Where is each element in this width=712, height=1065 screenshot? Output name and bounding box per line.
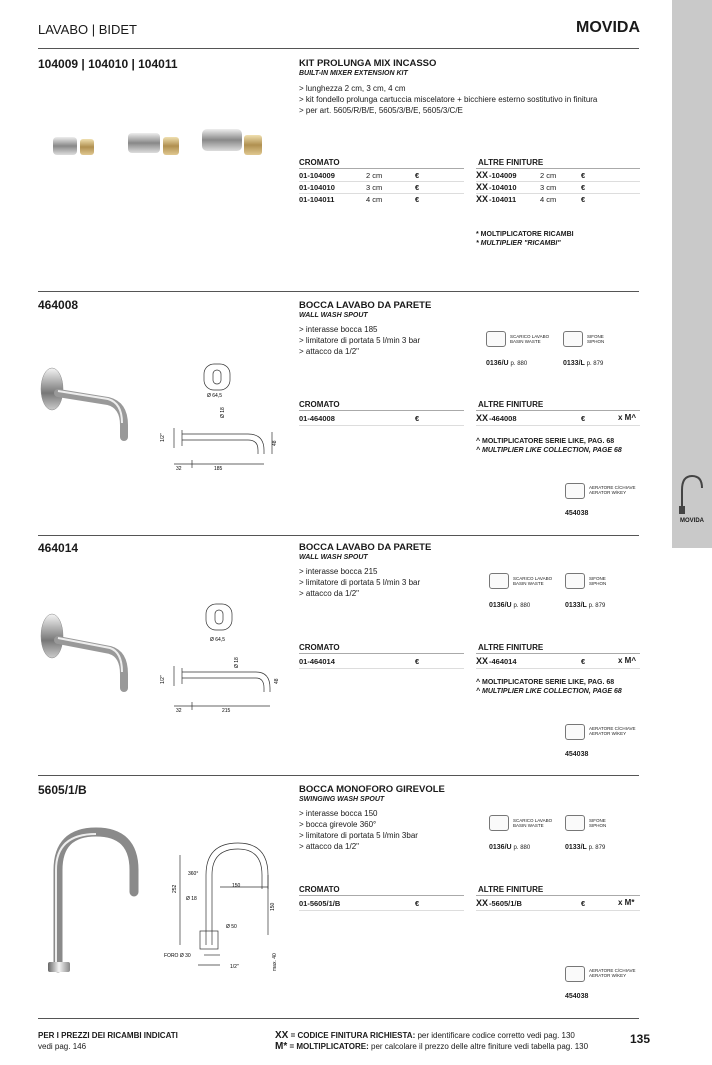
dim-label: 185 <box>214 466 223 472</box>
spec-item: > limitatore di portata 5 l/min 3 bar <box>299 578 421 587</box>
altre-finiture-header: ALTRE FINITURE <box>478 885 544 894</box>
dim-label: max. 40 <box>272 953 278 971</box>
dim-label: 32 <box>176 466 182 472</box>
basin-waste-icon <box>489 573 509 589</box>
divider <box>299 181 464 182</box>
dim-label: 360° <box>188 871 199 877</box>
spec-item: > bocca girevole 360° <box>299 820 377 829</box>
multiplier-note <box>476 437 622 455</box>
accessory-code[interactable]: 454038 <box>565 751 589 758</box>
divider <box>476 910 640 911</box>
product-title: BOCCA LAVABO DA PARETE <box>299 542 432 553</box>
accessory-code[interactable]: 0136/U p. 880 <box>489 844 531 851</box>
spec-item: > kit fondello prolunga cartuccia miscelatore + bicchiere esterno sostitutivo in finitura <box>299 95 598 104</box>
divider <box>476 668 640 669</box>
technical-drawing <box>160 600 280 715</box>
spec-item: > attacco da 1/2" <box>299 347 359 356</box>
divider <box>299 668 464 669</box>
price: € <box>581 657 586 666</box>
accessory-code[interactable]: 454038 <box>565 993 589 1000</box>
aerator-icon <box>565 724 585 740</box>
product-subtitle: BUILT-IN MIXER EXTENSION KIT <box>299 70 408 77</box>
length: 3 cm <box>366 183 383 192</box>
finish-code: XX <box>476 170 489 180</box>
article-code: 01-464008 <box>299 414 335 423</box>
article-code: -464014 <box>489 657 517 666</box>
siphon-icon <box>565 573 585 589</box>
basin-waste-icon <box>486 331 506 347</box>
dim-label: 252 <box>172 884 178 893</box>
spec-item: > interasse bocca 150 <box>299 809 378 818</box>
dim-label: Ø 18 <box>186 896 197 902</box>
dim-label: FORO Ø 30 <box>164 953 191 959</box>
article-code: 01-104010 <box>299 183 335 192</box>
article-code: 01-104009 <box>299 171 335 180</box>
multiplier-note-it: ^ MOLTIPLICATORE SERIE LIKE, PAG. 68 <box>476 438 615 445</box>
accessory-code[interactable]: 454038 <box>565 510 589 517</box>
product-specs <box>299 808 418 852</box>
divider <box>299 895 464 896</box>
price: € <box>415 171 420 180</box>
aerator-icon <box>565 966 585 982</box>
table-row <box>476 657 640 667</box>
article-code: -104010 <box>489 183 517 192</box>
table-row <box>476 195 640 205</box>
siphon-icon <box>565 815 585 831</box>
divider <box>299 425 464 426</box>
accessory-code[interactable]: 0136/U p. 880 <box>486 360 528 367</box>
price: € <box>581 195 586 204</box>
dim-label: 215 <box>222 708 231 714</box>
divider <box>476 895 640 896</box>
wall-spout-image <box>38 610 138 695</box>
spec-item: > lunghezza 2 cm, 3 cm, 4 cm <box>299 84 406 93</box>
length: 3 cm <box>540 183 557 192</box>
multiplier-note <box>476 678 622 696</box>
dim-label: 48 <box>274 678 280 684</box>
accessory-label: SIFONE SIPHON <box>589 576 607 586</box>
product-subtitle: SWINGING WASH SPOUT <box>299 796 385 803</box>
multiplier-note <box>476 230 574 248</box>
price: € <box>581 183 586 192</box>
basin-waste-icon <box>489 815 509 831</box>
accessory-label: SCARICO LAVABO BASIN WASTE <box>510 334 550 344</box>
siphon-icon <box>563 331 583 347</box>
header-divider <box>38 48 639 49</box>
dim-label: 48 <box>272 440 278 446</box>
multiplier: x M* <box>618 898 635 907</box>
accessory-label: SCARICO LAVABO BASIN WASTE <box>513 818 553 828</box>
spec-item: > interasse bocca 215 <box>299 567 378 576</box>
altre-finiture-header: ALTRE FINITURE <box>478 400 544 409</box>
multiplier-note-it: * MOLTIPLICATORE RICAMBI <box>476 231 574 238</box>
product-title: BOCCA MONOFORO GIREVOLE <box>299 784 445 795</box>
dim-label: 150 <box>232 883 241 889</box>
spec-item: > per art. 5605/R/B/E, 5605/3/B/E, 5605/3/C/E <box>299 106 463 115</box>
table-row <box>299 195 464 205</box>
section-divider <box>38 775 639 776</box>
product-code: 5605/1/B <box>38 783 87 797</box>
article-code: -104011 <box>489 195 517 204</box>
product-title: KIT PROLUNGA MIX INCASSO <box>299 58 437 69</box>
article-code: 01-104011 <box>299 195 335 204</box>
divider <box>476 168 640 169</box>
product-specs <box>299 324 420 357</box>
price: € <box>581 414 586 423</box>
length: 4 cm <box>366 195 383 204</box>
dim-label: Ø 64,5 <box>210 637 226 643</box>
footer-divider <box>38 1018 639 1019</box>
multiplier-note-en: ^ MULTIPLIER LIKE COLLECTION, PAGE 68 <box>476 688 622 695</box>
divider <box>476 425 640 426</box>
extension-kit-image <box>50 125 270 165</box>
finish-code: XX <box>476 656 489 666</box>
faucet-icon <box>676 470 706 515</box>
length: 2 cm <box>366 171 383 180</box>
spec-item: > limitatore di portata 5 l/min 3 bar <box>299 336 421 345</box>
spec-item: > attacco da 1/2" <box>299 842 359 851</box>
aerator-icon <box>565 483 585 499</box>
footer-spare-parts: PER I PREZZI DEI RICAMBI INDICATI vedi pag. 146 <box>38 1031 178 1051</box>
collection-title: MOVIDA <box>576 19 640 36</box>
finish-code: XX <box>476 413 489 423</box>
section-divider <box>38 291 639 292</box>
price: € <box>581 899 586 908</box>
divider <box>299 653 464 654</box>
table-row <box>299 657 464 667</box>
divider <box>299 410 464 411</box>
footer-legend <box>275 1030 588 1052</box>
product-specs <box>299 83 597 116</box>
finish-code: XX <box>476 182 489 192</box>
multiplier-note-en: * MULTIPLIER "RICAMBI" <box>476 240 561 247</box>
accessory-code[interactable]: 0133/L p. 879 <box>565 844 606 851</box>
table-row <box>299 414 464 424</box>
table-row <box>476 183 640 193</box>
table-row <box>299 171 464 181</box>
article-code: 01-5605/1/B <box>299 899 341 908</box>
cromato-header: CROMATO <box>299 158 340 167</box>
dim-label: 1/2" <box>230 964 239 970</box>
dim-label: 1/2" <box>160 433 166 442</box>
price: € <box>415 414 420 423</box>
section-title: LAVABO | BIDET <box>38 22 137 37</box>
spec-item: > attacco da 1/2" <box>299 589 359 598</box>
dim-label: Ø 50 <box>226 924 237 930</box>
product-code: 104009 | 104010 | 104011 <box>38 57 178 71</box>
cromato-header: CROMATO <box>299 885 340 894</box>
side-tab-label[interactable]: MOVIDA <box>680 518 704 524</box>
accessory-code[interactable]: 0136/U p. 880 <box>489 602 531 609</box>
table-row <box>476 171 640 181</box>
product-code: 464014 <box>38 541 79 555</box>
price: € <box>415 899 420 908</box>
accessory-label: AERATORE C/CHIAVE AERATOR W/KEY <box>589 485 636 495</box>
price: € <box>581 171 586 180</box>
finish-code: XX <box>476 898 489 908</box>
section-divider <box>38 535 639 536</box>
legend-finish-code: XX = CODICE FINITURA RICHIESTA: per identificare codice corretto vedi pag. 130 <box>275 1030 575 1041</box>
divider <box>476 653 640 654</box>
finish-code: XX <box>476 194 489 204</box>
product-subtitle: WALL WASH SPOUT <box>299 312 368 319</box>
multiplier-note-en: ^ MULTIPLIER LIKE COLLECTION, PAGE 68 <box>476 447 622 454</box>
wall-spout-image <box>38 365 138 445</box>
dim-label: 32 <box>176 708 182 714</box>
article-code: -5605/1/B <box>489 899 522 908</box>
spec-item: > interasse bocca 185 <box>299 325 378 334</box>
dim-label: Ø 64,5 <box>207 393 223 399</box>
divider <box>299 193 464 194</box>
length: 2 cm <box>540 171 557 180</box>
accessory-label: SCARICO LAVABO BASIN WASTE <box>513 576 553 586</box>
cromato-header: CROMATO <box>299 643 340 652</box>
price: € <box>415 657 420 666</box>
article-code: -464008 <box>489 414 517 423</box>
product-subtitle: WALL WASH SPOUT <box>299 554 368 561</box>
table-row <box>299 899 464 909</box>
page-number: 135 <box>630 1032 651 1046</box>
divider <box>299 168 464 169</box>
price: € <box>415 195 420 204</box>
altre-finiture-header: ALTRE FINITURE <box>478 158 544 167</box>
divider <box>299 910 464 911</box>
altre-finiture-header: ALTRE FINITURE <box>478 643 544 652</box>
table-row <box>476 414 640 424</box>
dim-label: Ø 18 <box>220 407 226 418</box>
multiplier: x M^ <box>618 656 637 665</box>
divider <box>476 410 640 411</box>
divider <box>476 193 640 194</box>
multiplier-note-it: ^ MOLTIPLICATORE SERIE LIKE, PAG. 68 <box>476 679 615 686</box>
article-code: -104009 <box>489 171 517 180</box>
cromato-header: CROMATO <box>299 400 340 409</box>
accessory-label: SIFONE SIPHON <box>589 818 607 828</box>
technical-drawing <box>160 360 280 475</box>
product-title: BOCCA LAVABO DA PARETE <box>299 300 432 311</box>
dim-label: 150 <box>270 902 276 911</box>
accessory-code[interactable]: 0133/L p. 879 <box>565 602 606 609</box>
accessory-label: SIFONE SIPHON <box>587 334 605 344</box>
product-code: 464008 <box>38 298 79 312</box>
spec-item: > limitatore di portata 5 l/min 3bar <box>299 831 418 840</box>
swinging-spout-image <box>40 820 150 980</box>
multiplier: x M^ <box>618 413 637 422</box>
product-specs <box>299 566 420 599</box>
table-row <box>476 899 640 909</box>
legend-multiplier: M* = MOLTIPLICATORE: per calcolare il prezzo delle altre finiture vedi tabella pag. 130 <box>275 1041 589 1052</box>
accessory-code[interactable]: 0133/L p. 879 <box>563 360 604 367</box>
side-tab <box>672 0 712 548</box>
article-code: 01-464014 <box>299 657 335 666</box>
technical-drawing <box>160 835 285 975</box>
dim-label: 1/2" <box>160 675 166 684</box>
table-row <box>299 183 464 193</box>
divider <box>476 181 640 182</box>
accessory-label: AERATORE C/CHIAVE AERATOR W/KEY <box>589 968 636 978</box>
accessory-label: AERATORE C/CHIAVE AERATOR W/KEY <box>589 726 636 736</box>
price: € <box>415 183 420 192</box>
dim-label: Ø 18 <box>234 657 240 668</box>
length: 4 cm <box>540 195 557 204</box>
